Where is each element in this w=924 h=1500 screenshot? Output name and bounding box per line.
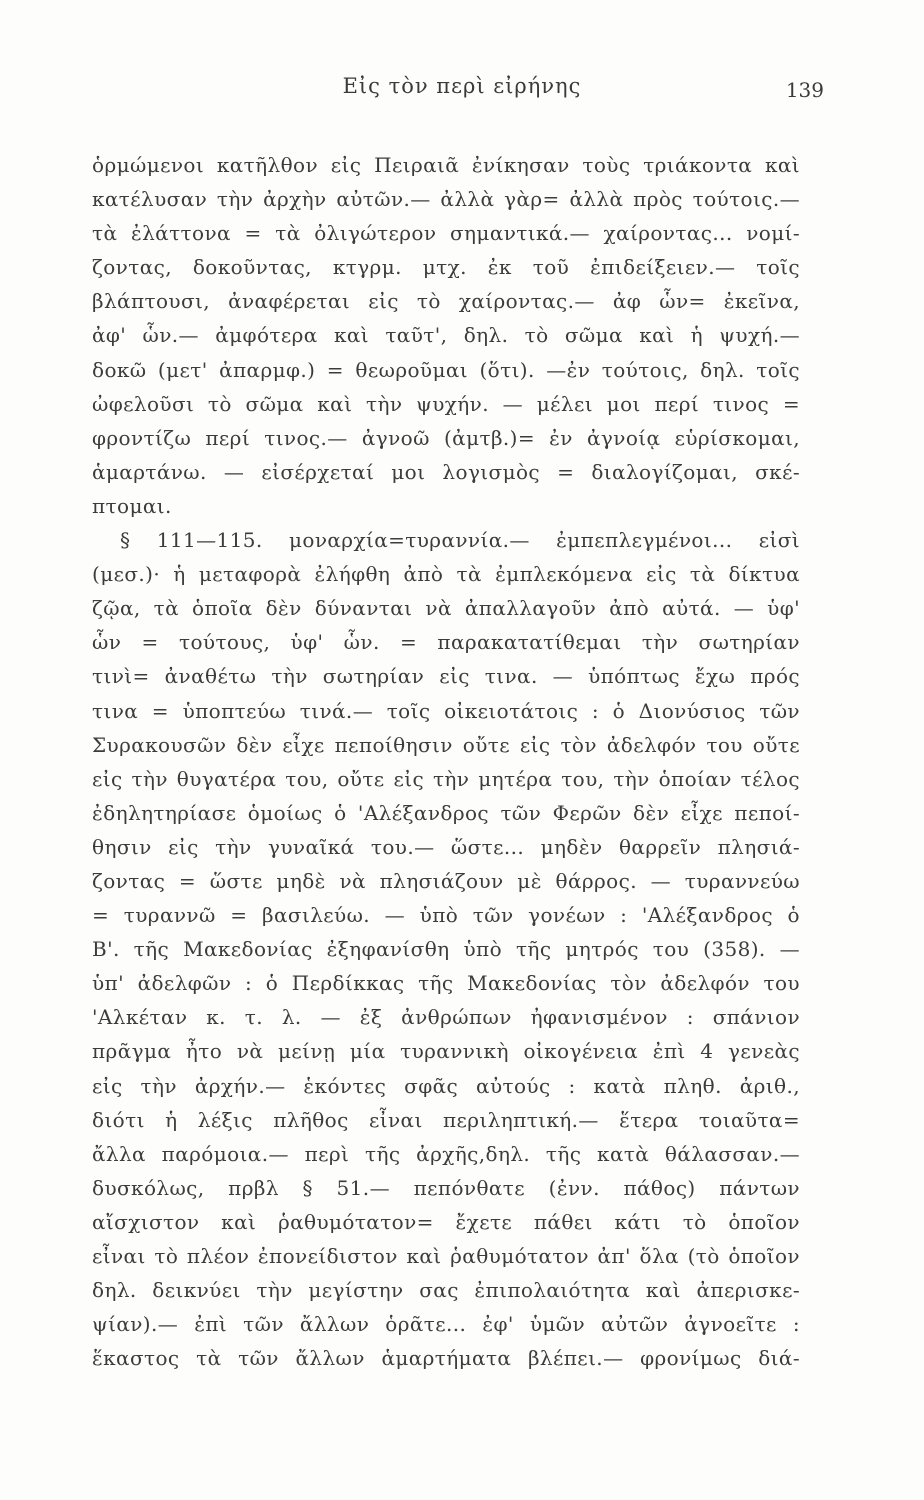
- text-line: ζοντας = ὥστε μηδὲ νὰ πλησιάζουν μὲ θάρρος. — τυραννεύω: [92, 868, 800, 893]
- text-line: (μεσ.)· ἡ μεταφορὰ ἐλήφθη ἀπὸ τὰ ἐμπλεκόμενα εἰς τὰ δίκτυα: [92, 562, 800, 587]
- text-line: 'Αλκέταν κ. τ. λ. — ἐξ ἀνθρώπων ἠφανισμένον : σπάνιον: [92, 1005, 800, 1030]
- text-line: ἄλλα παρόμοια.— περὶ τῆς ἀρχῆς,δηλ. τῆς κατὰ θάλασσαν.—: [92, 1141, 800, 1166]
- text-line: κατέλυσαν τὴν ἀρχὴν αὐτῶν.— ἀλλὰ γὰρ= ἀλλὰ πρὸς τούτοις.—: [92, 187, 800, 212]
- text-line: τὰ ἐλάττονα = τὰ ὀλιγώτερον σημαντικά.— χαίροντας... νομί-: [92, 221, 800, 246]
- text-line: δηλ. δεικνύει τὴν μεγίστην σας ἐπιπολαιότητα καὶ ἀπερισκε-: [92, 1278, 800, 1303]
- text-line: βλάπτουσι, ἀναφέρεται εἰς τὸ χαίροντας.— ἀφ ὧν= ἐκεῖνα,: [92, 289, 800, 314]
- text-line: πρᾶγμα ἦτο νὰ μείνῃ μία τυραννικὴ οἰκογένεια ἐπὶ 4 γενεὰς: [92, 1039, 800, 1064]
- text-line: πτομαι.: [92, 493, 172, 518]
- text-line: εἶναι τὸ πλέον ἐπονείδιστον καὶ ῥαθυμότατον ἀπ' ὅλα (τὸ ὁποῖον: [92, 1244, 800, 1268]
- text-line: αἴσχιστον καὶ ῥαθυμότατον= ἔχετε πάθει κάτι τὸ ὁποῖον: [92, 1209, 800, 1234]
- text-line: δοκῶ (μετ' ἀπαρμφ.) = θεωροῦμαι (ὅτι). —ἐν τούτοις, δηλ. τοῖς: [92, 357, 800, 382]
- text-line: τινὶ= ἀναθέτω τὴν σωτηρίαν εἰς τινα. — ὑπόπτως ἔχω πρός: [92, 664, 800, 689]
- text-line: § 111—115. μοναρχία=τυραννία.— ἐμπεπλεγμένοι... εἰσὶ: [120, 528, 800, 553]
- text-line: εἰς τὴν ἀρχήν.— ἑκόντες σφᾶς αὐτούς : κατὰ πληθ. ἀριθ.,: [92, 1073, 800, 1098]
- text-line: ὠφελοῦσι τὸ σῶμα καὶ τὴν ψυχήν. — μέλει μοι περί τινος =: [92, 391, 800, 416]
- text-line: Συρακουσῶν δὲν εἶχε πεποίθησιν οὔτε εἰς τὸν ἀδελφόν του οὔτε: [92, 732, 800, 757]
- commentary-text: [92, 148, 800, 1375]
- text-line: ὁρμώμενοι κατῆλθον εἰς Πειραιᾶ ἐνίκησαν τοὺς τριάκοντα καὶ: [92, 153, 800, 177]
- text-line: εἰς τὴν θυγατέρα του, οὔτε εἰς τὴν μητέρα του, τὴν ὁποίαν τέλος: [92, 766, 800, 791]
- running-header: [100, 74, 824, 104]
- text-line: θησιν εἰς τὴν γυναῖκά του.— ὥστε... μηδὲν θαρρεῖν πλησιά-: [92, 834, 800, 859]
- text-line: ὧν = τούτους, ὑφ' ὧν. = παρακατατίθεμαι τὴν σωτηρίαν: [92, 630, 800, 655]
- text-line: ἀφ' ὧν.— ἀμφότερα καὶ ταῦτ', δηλ. τὸ σῶμα καὶ ἡ ψυχή.—: [92, 323, 800, 348]
- text-line: διότι ἡ λέξις πλῆθος εἶναι περιληπτική.— ἕτερα τοιαῦτα=: [92, 1107, 800, 1132]
- text-line: τινα = ὑποπτεύω τινά.— τοῖς οἰκειοτάτοις : ὁ Διονύσιος τῶν: [92, 698, 800, 723]
- running-title: Εἰς τὸν περὶ εἰρήνης: [342, 74, 582, 98]
- page-number: 139: [785, 78, 824, 102]
- text-line: ἐδηλητηρίασε ὁμοίως ὁ 'Αλέξανδρος τῶν Φερῶν δὲν εἶχε πεποί-: [92, 800, 800, 825]
- text-line: ἕκαστος τὰ τῶν ἄλλων ἁμαρτήματα βλέπει.— φρονίμως διά-: [92, 1346, 800, 1371]
- text-line: = τυραννῶ = βασιλεύω. — ὑπὸ τῶν γονέων : 'Αλέξανδρος ὁ: [92, 903, 800, 928]
- text-line: ψίαν).— ἐπὶ τῶν ἄλλων ὁρᾶτε... ἐφ' ὑμῶν αὐτῶν ἀγνοεῖτε :: [92, 1312, 800, 1337]
- text-line: Β'. τῆς Μακεδονίας ἐξηφανίσθη ὑπὸ τῆς μητρός του (358). —: [92, 937, 800, 962]
- text-line: ἁμαρτάνω. — εἰσέρχεταί μοι λογισμὸς = διαλογίζομαι, σκέ-: [92, 459, 800, 484]
- text-line: ζῷα, τὰ ὁποῖα δὲν δύνανται νὰ ἀπαλλαγοῦν ἀπὸ αὐτά. — ὑφ': [92, 596, 800, 621]
- text-line: ὑπ' ἀδελφῶν : ὁ Περδίκκας τῆς Μακεδονίας τὸν ἀδελφόν του: [92, 971, 800, 996]
- text-line: ζοντας, δοκοῦντας, κτγρμ. μτχ. ἐκ τοῦ ἐπιδείξειεν.— τοῖς: [92, 255, 800, 280]
- text-line: φροντίζω περί τινος.— ἀγνοῶ (ἀμτβ.)= ἐν ἀγνοίᾳ εὑρίσκομαι,: [92, 425, 800, 450]
- text-line: δυσκόλως, πρβλ § 51.— πεπόνθατε (ἐνν. πάθος) πάντων: [92, 1175, 800, 1200]
